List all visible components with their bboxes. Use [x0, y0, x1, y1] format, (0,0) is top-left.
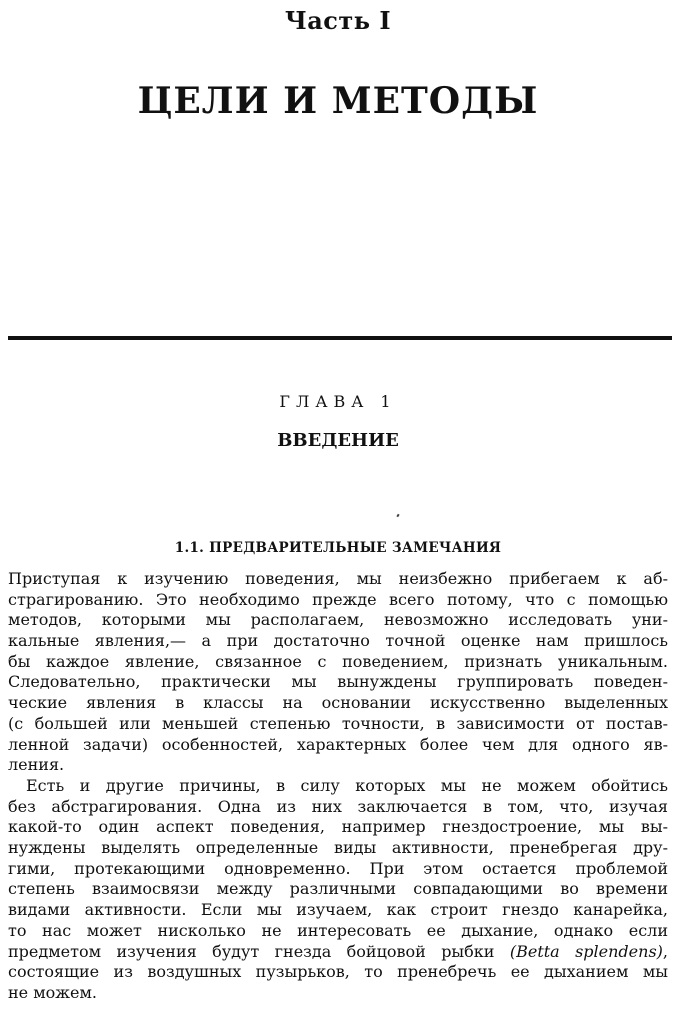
- text-line: состоящие из воздушных пузырьков, то пренебречь ее дыханием мы: [8, 962, 668, 982]
- paragraph-2: [8, 776, 668, 1004]
- text-line: ческие явления в классы на основании искусственно выделенных: [8, 693, 668, 713]
- text-line: без абстрагирования. Одна из них заключается в том, что, изучая: [8, 796, 668, 816]
- paragraph-1: [8, 569, 668, 776]
- text-line: бы каждое явление, связанное с поведением, признать уникальным.: [8, 651, 668, 671]
- section-title: 1.1. ПРЕДВАРИТЕЛЬНЫЕ ЗАМЕЧАНИЯ: [174, 540, 502, 556]
- text-line: (с большей или меньшей степенью точности, в зависимости от постав-: [8, 713, 668, 733]
- text-line: ления.: [8, 755, 65, 775]
- text-line: методов, которыми мы располагаем, невозможно исследовать уни-: [8, 610, 668, 630]
- text-line: страгированию. Это необходимо прежде всего потому, что с помощью: [8, 589, 668, 609]
- text-line: не можем.: [8, 982, 98, 1002]
- text-line: степень взаимосвязи между различными совпадающими во времени: [8, 879, 668, 899]
- text-segment: предметом изучения будут гнезда бойцовой рыбки: [8, 941, 510, 961]
- species-name: (Betta splendens): [509, 941, 663, 961]
- text-line: то нас может нисколько не интересовать ее дыхание, однако если: [8, 920, 668, 940]
- text-line-with-species: [8, 942, 668, 963]
- text-line: какой-то один аспект поведения, например гнездостроение, мы вы-: [8, 817, 668, 837]
- text-line: гими, протекающими одновременно. При этом остается проблемой: [8, 858, 668, 878]
- part-label: Часть I: [284, 6, 392, 35]
- horizontal-rule: [8, 336, 672, 340]
- text-line: Есть и другие причины, в силу которых мы не можем обойтись: [26, 776, 668, 795]
- print-speck: [396, 514, 399, 518]
- part-title: ЦЕЛИ И МЕТОДЫ: [137, 80, 539, 122]
- chapter-label: ГЛАВА 1: [279, 392, 397, 411]
- text-line: кальные явления,— а при достаточно точной оценке нам пришлось: [8, 631, 668, 651]
- text-line: Следовательно, практически мы вынуждены группировать поведен-: [8, 672, 668, 692]
- text-line: видами активности. Если мы изучаем, как строит гнездо канарейка,: [8, 900, 668, 920]
- text-line: нуждены выделять определенные виды активности, пренебрегая дру-: [8, 838, 668, 858]
- text-line: Приступая к изучению поведения, мы неизбежно прибегаем к аб-: [8, 569, 668, 588]
- chapter-title: ВВЕДЕНИЕ: [277, 430, 399, 451]
- text-line: ленной задачи) особенностей, характерных более чем для одного яв-: [8, 734, 668, 754]
- text-segment: ,: [662, 941, 668, 961]
